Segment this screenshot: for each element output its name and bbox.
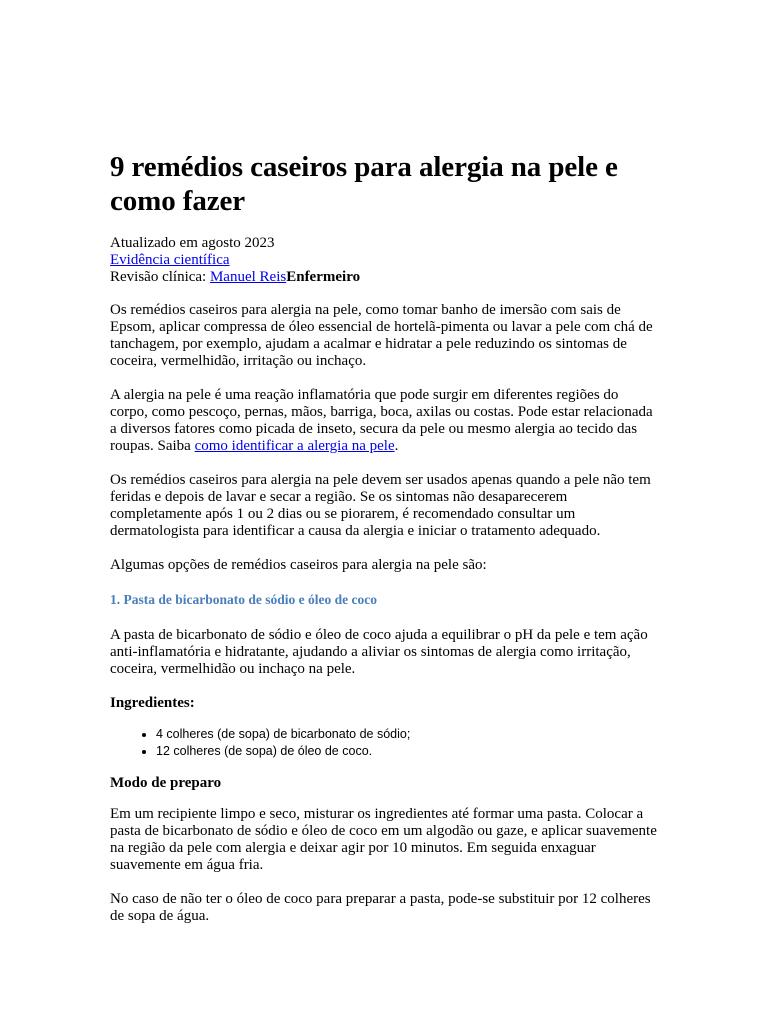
list-item: • 4 colheres (de sopa) de bicarbonato de sódio; xyxy=(156,726,660,743)
paragraph2-text: A alergia na pele é uma reação inflamatória que pode surgir em diferentes regiões do corpo, como pescoço, pernas, mãos, barriga, boca, axilas ou costas. Pode estar relacionada a diversos fatores como picada de inseto, secura da pele ou mesmo alergia ao tecido das roupas. Saiba xyxy=(110,387,653,454)
preparation-paragraph: Em um recipiente limpo e seco, misturar os ingredientes até formar uma pasta. Colocar a pasta de bicarbonato de sódio e óleo de coco em um algodão ou gaze, e aplicar suavemente na região da pele com alergia e deixar agir por 10 minutos. Em seguida enxaguar suavemente em água fria. xyxy=(110,806,657,873)
reviewer-link[interactable]: Manuel Reis xyxy=(209,269,287,285)
article xyxy=(110,150,660,942)
ingredients-label: Ingredientes: xyxy=(110,695,195,711)
reviewer-role: Enfermeiro xyxy=(286,269,361,285)
allergy-description-paragraph xyxy=(110,387,660,455)
review-line xyxy=(110,269,660,286)
section-title-bicarbonate: 1. Pasta de bicarbonato de sódio e óleo de coco xyxy=(110,592,377,607)
review-prefix: Revisão clínica: xyxy=(110,269,210,285)
updated-date: Atualizado em agosto 2023 xyxy=(110,235,275,251)
evidence-link[interactable]: Evidência científica xyxy=(110,252,230,268)
paragraph2-end: . xyxy=(394,438,399,454)
usage-warning-paragraph: Os remédios caseiros para alergia na pele devem ser usados apenas quando a pele não tem feridas e depois de lavar e secar a região. Se os sintomas não desaparecerem completamente após 1 ou 2 dias ou se piorarem, é recomendado consultar um dermatologista para identificar a causa da alergia e iniciar o tratamento adequado. xyxy=(110,472,651,539)
page-title: 9 remédios caseiros para alergia na pele e como fazer xyxy=(110,151,618,217)
preparation-label: Modo de preparo xyxy=(110,775,222,791)
section1-paragraph: A pasta de bicarbonato de sódio e óleo de coco ajuda a equilibrar o pH da pele e tem ação anti-inflamatória e hidratante, ajudando a aliviar os sintomas de alergia como irritação, coceira, vermelhidão ou inchaço na pele. xyxy=(110,627,648,677)
list-item: • 12 colheres (de sopa) de óleo de coco. xyxy=(156,743,660,760)
ingredients-list xyxy=(110,726,660,760)
article-meta xyxy=(110,235,660,286)
options-intro-paragraph: Algumas opções de remédios caseiros para alergia na pele são: xyxy=(110,557,487,573)
substitution-paragraph: No caso de não ter o óleo de coco para preparar a pasta, pode-se substituir por 12 colheres de sopa de água. xyxy=(110,891,651,924)
identify-allergy-link[interactable]: como identificar a alergia na pele xyxy=(194,438,395,454)
intro-paragraph: Os remédios caseiros para alergia na pele, como tomar banho de imersão com sais de Epsom, aplicar compressa de óleo essencial de hortelã-pimenta ou lavar a pele com chá de tanchagem, por exemplo, ajudam a acalmar e hidratar a pele reduzindo os sintomas de coceira, vermelhidão, irritação ou inchaço. xyxy=(110,302,653,369)
